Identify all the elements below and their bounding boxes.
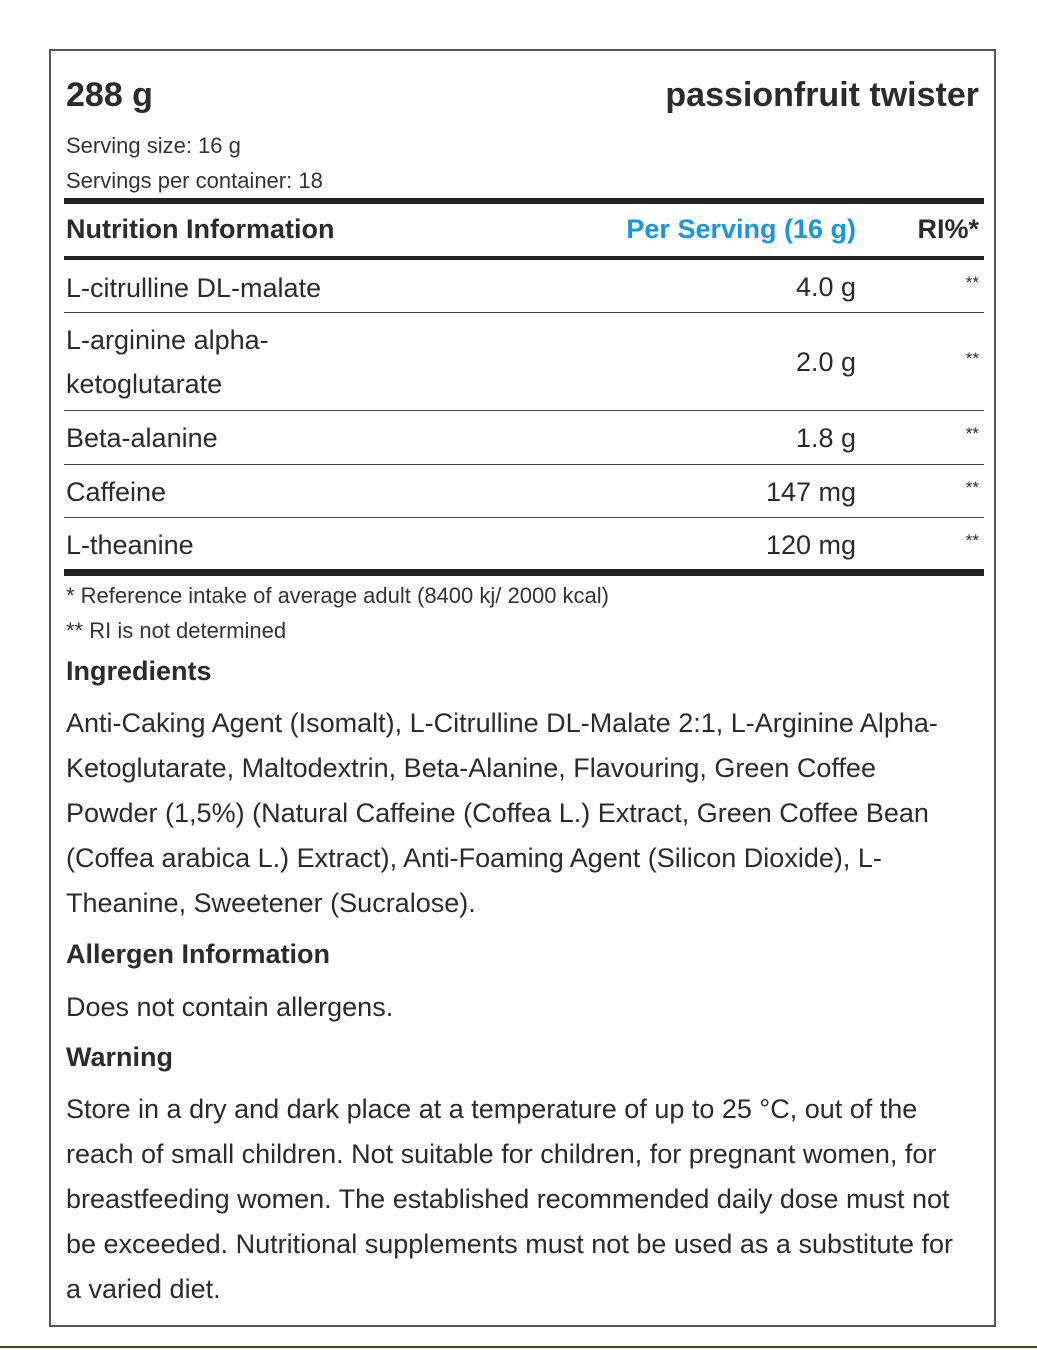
- table-row-ri: **: [965, 273, 979, 292]
- row-divider: [64, 464, 984, 465]
- table-header-rule: [64, 256, 984, 260]
- serving-size: Serving size: 16 g: [66, 133, 241, 158]
- table-row-ri: **: [965, 531, 979, 550]
- allergen-text: Does not contain allergens.: [66, 992, 394, 1022]
- table-row-value: 147 mg: [765, 477, 856, 507]
- table-row-ri: **: [965, 478, 979, 497]
- table-header-name: Nutrition Information: [66, 214, 335, 244]
- table-row-value: 4.0 g: [795, 272, 856, 302]
- table-row-name: Beta-alanine: [66, 423, 218, 453]
- table-row-ri: **: [965, 424, 979, 443]
- table-row-name: L-citrulline DL-malate: [66, 273, 322, 303]
- table-row-value: 2.0 g: [795, 347, 856, 377]
- table-bottom-rule: [64, 569, 984, 576]
- table-row-value: 120 mg: [765, 530, 856, 560]
- page-bottom-rule: [0, 1346, 1037, 1348]
- footnote-ri-not-determined: ** RI is not determined: [66, 618, 287, 643]
- table-row-name: Caffeine: [66, 477, 167, 507]
- row-divider: [64, 517, 984, 518]
- allergen-heading: Allergen Information: [66, 939, 331, 969]
- table-row-name: L-theanine: [66, 530, 194, 560]
- warning-text: Store in a dry and dark place at a temperature of up to 25 °C, out of the reach of small children. Not suitable for children, for pregnant women, for breastfeeding women. The established recommended daily dose must not be exceeded. Nutritional supplements must not be used as a substitute for a varied diet.: [66, 1094, 954, 1304]
- net-weight: 288 g: [66, 76, 153, 114]
- warning-heading: Warning: [66, 1042, 173, 1072]
- table-row-name: L-arginine alpha-: [66, 325, 269, 355]
- table-row-name-continued: ketoglutarate: [66, 369, 223, 399]
- table-row-value: 1.8 g: [795, 423, 856, 453]
- footnote-reference-intake: * Reference intake of average adult (8400 kj/ 2000 kcal): [66, 583, 609, 608]
- table-top-rule: [64, 198, 984, 204]
- flavour-name: passionfruit twister: [665, 76, 979, 114]
- table-header-per-serving: Per Serving (16 g): [626, 214, 856, 244]
- ingredients-heading: Ingredients: [66, 656, 212, 686]
- servings-per-container: Servings per container: 18: [66, 168, 323, 193]
- ingredients-text: Anti-Caking Agent (Isomalt), L-Citrulline DL-Malate 2:1, L-Arginine Alpha-Ketoglutarate, Maltodextrin, Beta-Alanine, Flavouring, Green Coffee Powder (1,5%) (Natural Caffeine (Coffea L.) Extract, Green Coffee Bean (Coffea arabica L.) Extract), Anti-Foaming Agent (Silicon Dioxide), L-Theanine, Sweetener (Sucralose).: [66, 708, 938, 918]
- table-row-ri: **: [965, 349, 979, 368]
- table-header-ri: RI%*: [917, 214, 979, 244]
- row-divider: [64, 410, 984, 411]
- row-divider: [64, 312, 984, 313]
